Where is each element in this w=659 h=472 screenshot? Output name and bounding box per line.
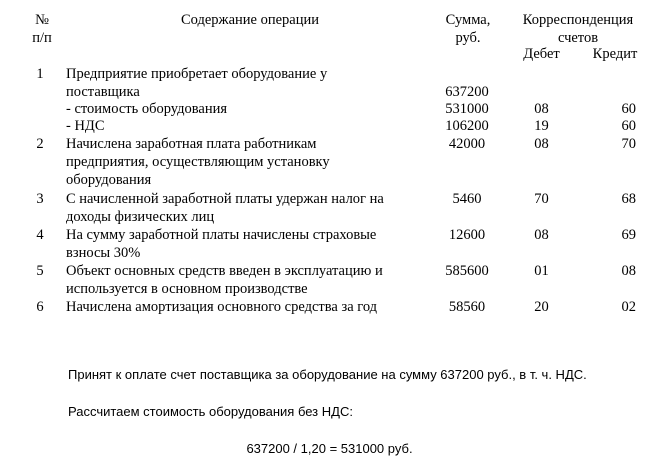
header-number: № п/п (32, 12, 52, 46)
row-4-description: На сумму заработной платы начислены страховые взносы 30% (66, 227, 377, 261)
row-3-description: С начисленной заработной платы удержан налог на доходы физических лиц (66, 191, 384, 225)
row-6-credit: 02 (621, 299, 636, 315)
row-5-credit: 08 (621, 263, 636, 279)
row-3-credit: 68 (621, 191, 636, 207)
row-5-number: 5 (36, 263, 44, 279)
row-5-sum: 585600 (445, 263, 489, 279)
header-sum: Сумма, руб. (445, 12, 491, 46)
row-1-number: 1 (36, 66, 44, 82)
paragraph-invoice: Принят к оплате счет поставщика за оборудование на сумму 637200 руб., в т. ч. НДС. (68, 367, 587, 382)
row-1a-sum: 531000 (445, 101, 489, 117)
row-3-sum: 5460 (452, 191, 482, 207)
row-1b-sum: 106200 (445, 118, 489, 134)
row-4-number: 4 (36, 227, 44, 243)
header-debit: Дебет (523, 46, 560, 62)
row-4-debit: 08 (534, 227, 549, 243)
header-credit: Кредит (592, 46, 638, 62)
row-4-sum: 12600 (448, 227, 486, 243)
row-1-description: Предприятие приобретает оборудование у поставщика (66, 66, 328, 100)
row-1b-debit: 19 (534, 118, 549, 134)
row-2-number: 2 (36, 136, 44, 152)
formula: 637200 / 1,20 = 531000 руб. (246, 441, 413, 456)
row-1-sum: 637200 (445, 84, 489, 100)
header-content: Содержание операции (180, 12, 319, 28)
row-1a-credit: 60 (621, 101, 636, 117)
row-1b-credit: 60 (621, 118, 636, 134)
row-2-credit: 70 (621, 136, 636, 152)
row-2-sum: 42000 (448, 136, 486, 152)
row-6-sum: 58560 (448, 299, 486, 315)
row-6-debit: 20 (534, 299, 549, 315)
row-6-description: Начислена амортизация основного средства за год (66, 299, 378, 315)
row-1b-description: - НДС (66, 118, 105, 134)
row-3-number: 3 (36, 191, 44, 207)
row-3-debit: 70 (534, 191, 549, 207)
row-4-credit: 69 (621, 227, 636, 243)
row-6-number: 6 (36, 299, 44, 315)
row-5-description: Объект основных средств введен в эксплуатацию и используется в основном производстве (66, 263, 383, 297)
row-2-description: Начислена заработная плата работникам предприятия, осуществляющим установку оборудования (66, 136, 330, 188)
paragraph-calculation: Рассчитаем стоимость оборудования без НДС: (68, 404, 353, 419)
header-correspondence: Корреспонденция счетов (522, 12, 634, 46)
row-5-debit: 01 (534, 263, 549, 279)
row-1a-debit: 08 (534, 101, 549, 117)
row-1a-description: - стоимость оборудования (66, 101, 228, 117)
row-2-debit: 08 (534, 136, 549, 152)
